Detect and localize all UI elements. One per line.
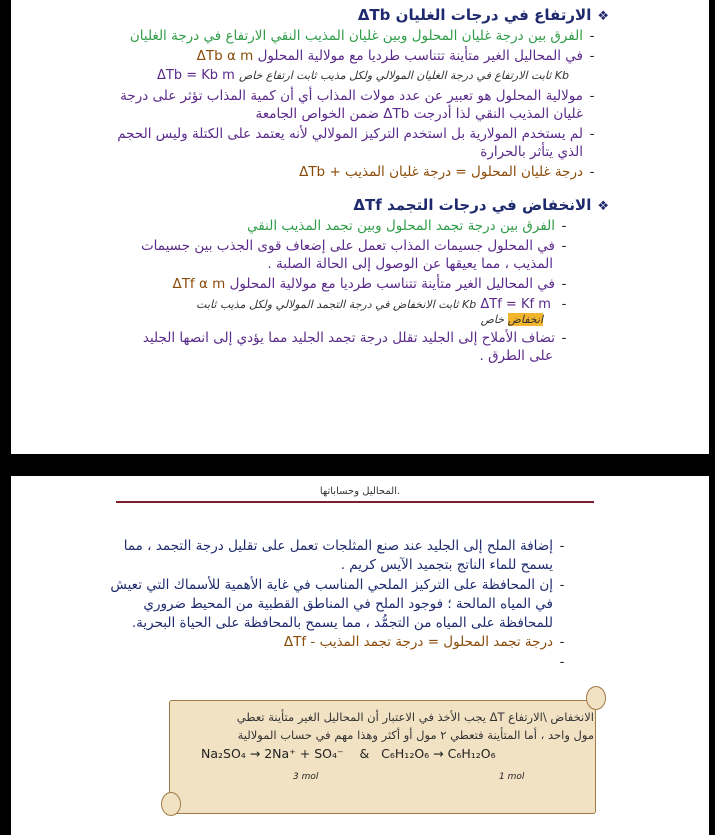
scroll-curl-bottom <box>161 792 181 816</box>
boiling-molarity-note-cont: الذي يتأثر بالحرارة <box>480 144 583 160</box>
fish-note: -إن المحافظة على التركيز الملحي المناسب في غاية الأهمية للأسماك التي تعيش <box>11 579 571 593</box>
note-scroll <box>161 686 606 816</box>
boiling-formula: Kb ثابت الارتفاع في درجة الغليان المولالي ولكل مذيب ثابت ارتفاع خاص ΔTb = Kb m <box>156 68 569 83</box>
fish-note-cont2: للمحافظة على المياه من التجمُّد ، مما يسمح بالمحافظة على الحياة البحرية. <box>131 615 553 631</box>
equation-connector: & <box>359 746 370 761</box>
page-header: المحاليل وحساباتها. <box>319 486 401 497</box>
page-2 <box>11 476 709 835</box>
freezing-proportional: -في المحاليل الغير متأينة تتناسب طرديا مع مولالية المحلول ΔTf α m <box>11 278 573 292</box>
dash-bullet-icon: - <box>559 577 565 593</box>
dash-bullet-icon: - <box>559 634 565 650</box>
mol-label-2: 1 mol <box>499 772 525 782</box>
freezing-point-equation: -درجة تجمد المحلول = درجة تجمد المذيب - ΔTf <box>11 636 571 650</box>
section-heading-boiling: ❖الارتفاع في درجات الغليان ΔTb <box>357 6 609 24</box>
dash-bullet-icon: - <box>561 330 567 346</box>
freezing-salt-roads-cont: على الطرق . <box>479 348 553 364</box>
fish-note-cont1: في المياه المالحة ؛ فوجود الملح في المناطق القطبية من المحيط ضروري <box>143 596 553 612</box>
boiling-point-equation: -درجة غليان المحلول = درجة غليان المذيب + ΔTb <box>11 166 601 180</box>
dash-bullet-icon: - <box>589 28 595 44</box>
dash-bullet-icon: - <box>561 218 567 234</box>
dash-bullet-icon: - <box>589 88 595 104</box>
diamond-bullet-icon: ❖ <box>597 9 609 24</box>
freezing-formula-cont: انخفاض خاص <box>480 313 543 326</box>
scroll-curl-top <box>586 686 606 710</box>
section-heading-freezing: ❖الانخفاض في درجات التجمد ΔTf <box>353 196 609 214</box>
freezing-explanation-cont: المذيب ، مما يعيقها عن الوصول إلى الحالة الصلبة . <box>267 256 553 272</box>
mol-label-1: 3 mol <box>293 772 319 782</box>
freezing-explanation: -في المحلول جسيمات المذاب تعمل على إضعاف قوى الجذب بين جسيمات <box>11 240 573 254</box>
dash-bullet-icon: - <box>561 238 567 254</box>
note-line-2: مول واحد ، أما المتأينة فتعطي ٢ مول أو أكثر وهذا مهم في حساب المولالية <box>237 728 594 742</box>
icecream-note: -إضافة الملح إلى الجليد عند صنع المثلجات تعمل على تقليل درجة التجمد ، مما <box>11 540 571 554</box>
boiling-proportional: -في المحاليل الغير متأينة تتناسب طرديا مع مولالية المحلول ΔTb α m <box>11 50 601 64</box>
page-1 <box>11 0 709 454</box>
boiling-molality: -مولالية المحلول هو تعبير عن عدد مولات المذاب أي أن كمية المذاب تؤثر على درجة <box>11 90 601 104</box>
freezing-salt-roads: -تضاف الأملاح إلى الجليد تقلل درجة تجمد الجليد مما يؤدي إلى انصها الجليد <box>11 332 573 346</box>
freezing-formula: - ΔTf = Kf m Kb ثابت الانخفاض في درجة التجمد المولالي ولكل مذيب ثابت <box>11 298 573 311</box>
note-line-1: الانخفاض \الارتفاع ΔT يجب الأخذ في الاعتبار أن المحاليل الغير متأينة تعطي <box>236 710 594 724</box>
dash-bullet-icon: - <box>561 297 567 312</box>
dash-bullet-icon: - <box>589 126 595 142</box>
equation-glucose: C₆H₁₂O₆ → C₆H₁₂O₆ <box>381 746 496 761</box>
freezing-definition: -الفرق بين درجة تجمد المحلول وبين تجمد المذيب النقي <box>11 220 573 234</box>
header-rule <box>116 501 594 503</box>
dash-bullet-icon: - <box>559 654 565 670</box>
empty-bullet <box>11 656 571 670</box>
icecream-note-cont: يسمح للماء الناتج بتجميد الآيس كريم . <box>340 557 553 573</box>
dash-bullet-icon: - <box>589 164 595 180</box>
dash-bullet-icon: - <box>589 48 595 64</box>
dash-bullet-icon: - <box>559 538 565 554</box>
dissociation-equations <box>201 746 496 761</box>
boiling-colligative: غليان المذيب النقي لذا أدرجت ΔTb ضمن الخواص الجامعة <box>255 106 583 122</box>
diamond-bullet-icon: ❖ <box>597 199 609 214</box>
boiling-definition: -الفرق بين درجة غليان المحلول وبين غليان المذيب النقي الارتفاع في درجة الغليان <box>11 30 601 44</box>
boiling-molarity-note: -لم يستخدم المولارية بل استخدم التركيز المولالي لأنه يعتمد على الكتلة وليس الحجم <box>11 128 601 142</box>
dash-bullet-icon: - <box>561 276 567 292</box>
equation-sodium-sulfate: Na₂SO₄ → 2Na⁺ + SO₄⁻ <box>201 746 344 761</box>
